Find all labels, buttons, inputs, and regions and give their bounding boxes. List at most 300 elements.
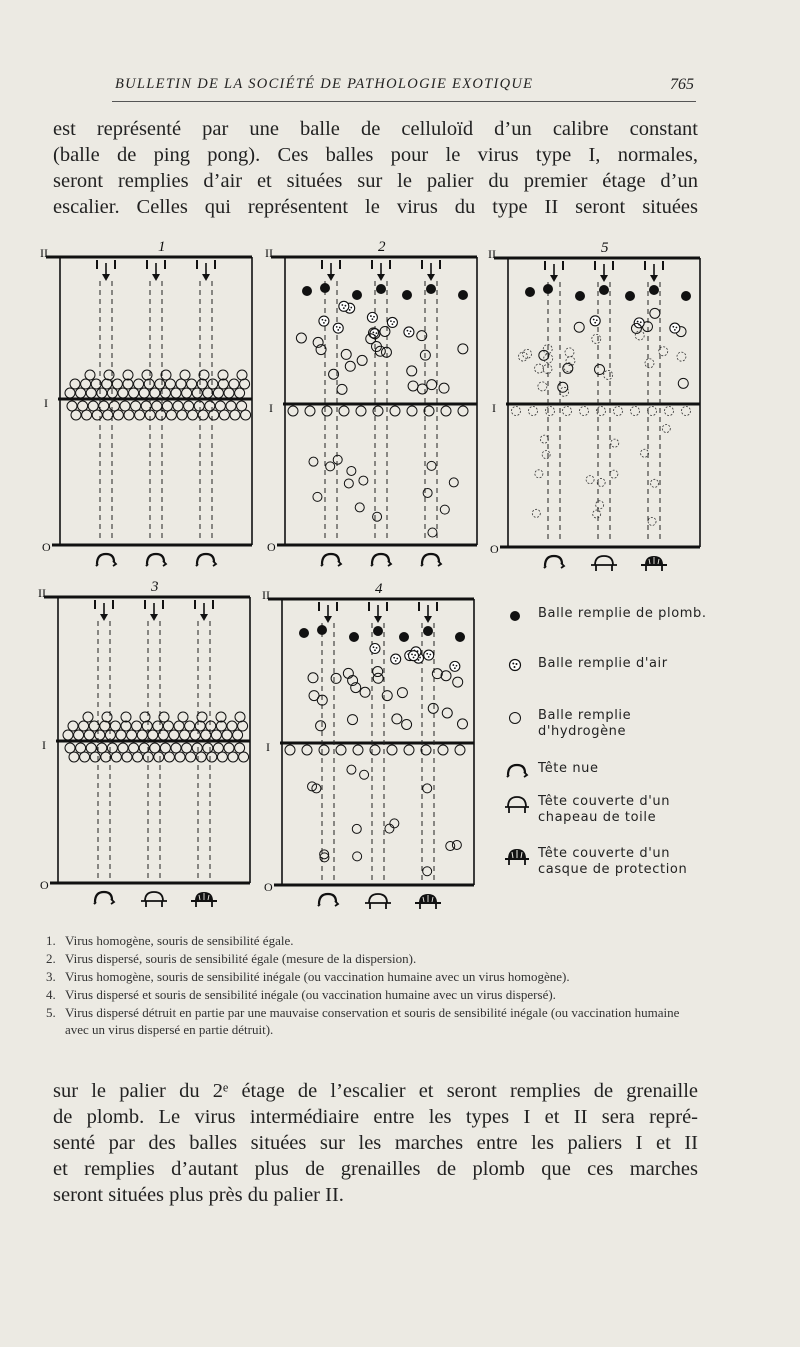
text-line: seront situées plus près du palier II. [53, 1184, 344, 1206]
cloth-hat-icon [141, 892, 167, 907]
air-ball-dot [408, 333, 410, 335]
injection-bracket [145, 600, 163, 609]
hydrogen-ball [155, 379, 165, 389]
hydrogen-ball [373, 512, 382, 521]
cloth-hat-icon [365, 894, 391, 909]
injection-bracket [369, 602, 387, 611]
hydrogen-ball [566, 357, 575, 366]
hydrogen-ball [423, 784, 432, 793]
hydrogen-ball [74, 730, 84, 740]
page-number: 765 [670, 76, 694, 93]
hydrogen-ball [380, 326, 390, 336]
hydrogen-ball [129, 388, 139, 398]
hydrogen-ball [532, 509, 540, 517]
hydrogen-ball [381, 347, 391, 357]
hydrogen-ball [166, 410, 176, 420]
hydrogen-ball [113, 410, 123, 420]
hydrogen-ball [372, 342, 382, 352]
air-ball [405, 651, 415, 661]
injection-bracket [545, 261, 563, 270]
hydrogen-ball [85, 370, 95, 380]
hydrogen-ball [139, 388, 149, 398]
hydrogen-ball [592, 334, 601, 343]
hydrogen-ball [76, 743, 86, 753]
hydrogen-ball [348, 715, 358, 725]
air-ball-dot [349, 309, 351, 311]
hydrogen-ball [331, 673, 341, 683]
hydrogen-ball [440, 505, 449, 514]
hydrogen-ball [665, 407, 674, 416]
panel-number: 5 [601, 240, 609, 256]
lead-ball [349, 632, 359, 642]
hydrogen-ball [604, 370, 613, 379]
hydrogen-ball [319, 745, 329, 755]
hydrogen-ball [428, 528, 437, 537]
floor-label-I: I [492, 401, 496, 415]
injection-bracket [95, 600, 113, 609]
bare-head-icon [544, 556, 564, 568]
hydrogen-ball [79, 721, 89, 731]
hydrogen-ball [353, 745, 363, 755]
top-paragraph [53, 116, 698, 220]
hydrogen-ball [140, 712, 150, 722]
injection-bracket [419, 602, 437, 611]
staircase-panel-1 [40, 239, 252, 566]
hydrogen-ball [382, 691, 392, 701]
hydrogen-ball [217, 752, 227, 762]
hydrogen-ball [174, 721, 184, 731]
hydrogen-ball [563, 407, 572, 416]
hydrogen-ball [432, 669, 442, 679]
hydrogen-ball [648, 407, 657, 416]
hydrogen-ball [123, 370, 133, 380]
floor-label-O: O [40, 878, 49, 892]
hydrogen-ball [224, 743, 234, 753]
air-ball-dot [396, 658, 398, 660]
text-line: est représenté par une balle de celluloïd d’un calibre constant [53, 118, 698, 140]
air-ball-dot [640, 321, 642, 323]
hydrogen-ball [182, 743, 192, 753]
hydrogen-ball [347, 466, 356, 475]
hydrogen-ball [404, 745, 414, 755]
air-ball-dot [373, 316, 375, 318]
bare-head-icon [371, 554, 391, 566]
hydrogen-ball [441, 406, 451, 416]
floor-label-II: II [40, 246, 48, 260]
hydrogen-ball [215, 401, 225, 411]
hydrogen-ball [141, 401, 151, 411]
caption-number: 2. [46, 951, 56, 966]
hydrogen-ball [65, 388, 75, 398]
hydrogen-ball [176, 379, 186, 389]
hydrogen-ball [417, 384, 427, 394]
hydrogen-ball [82, 410, 92, 420]
hydrogen-ball [105, 730, 115, 740]
hydrogen-ball [80, 752, 90, 762]
hydrogen-ball [122, 752, 132, 762]
legend-label: Tête nue [538, 761, 599, 776]
air-ball-dot [322, 319, 324, 321]
hydrogen-ball [118, 743, 128, 753]
hydrogen-ball [326, 462, 335, 471]
air-ball-dot [393, 321, 395, 323]
caption-4 [46, 986, 696, 1003]
hydrogen-ball [89, 721, 99, 731]
hydrogen-ball [375, 346, 385, 356]
air-ball [450, 661, 460, 671]
hydrogen-ball [143, 752, 153, 762]
injection-bracket [595, 261, 613, 270]
air-ball [409, 651, 419, 661]
hydrogen-ball [402, 719, 412, 729]
hydrogen-ball [142, 721, 152, 731]
hydrogen-ball [228, 752, 238, 762]
hydrogen-ball [99, 401, 109, 411]
hydrogen-ball [100, 721, 110, 731]
lead-ball [317, 625, 327, 635]
hydrogen-ball [110, 721, 120, 731]
hydrogen-ball [90, 752, 100, 762]
hydrogen-ball [648, 517, 656, 525]
air-ball-dot [372, 318, 374, 320]
air-ball-dot [428, 656, 430, 658]
hydrogen-ball [320, 850, 329, 859]
air-ball-dot [413, 657, 415, 659]
hydrogen-ball [546, 407, 555, 416]
hydrogen-ball [385, 824, 394, 833]
hydrogen-ball [121, 721, 131, 731]
hydrogen-ball [148, 730, 158, 740]
arrow-head [200, 614, 208, 621]
text-line: et remplies d’autant plus de grenailles de plomb que ces marches [53, 1158, 698, 1180]
hydrogen-ball [614, 407, 623, 416]
caption-5 [46, 1004, 696, 1038]
hydrogen-ball [449, 478, 458, 487]
hydrogen-ball [597, 478, 605, 486]
hydrogen-ball [427, 380, 437, 390]
hydrogen-ball [542, 451, 550, 459]
injection-bracket [195, 600, 213, 609]
arrow-head [327, 274, 335, 281]
air-ball-dot [392, 323, 394, 325]
hydrogen-ball [239, 752, 249, 762]
hydrogen-ball [177, 410, 187, 420]
hydrogen-ball [135, 410, 145, 420]
air-ball-dot [407, 653, 409, 655]
floor-label-I: I [266, 740, 270, 754]
injection-bracket [322, 260, 340, 269]
lead-ball [423, 626, 433, 636]
air-ball-dot [373, 646, 375, 648]
hydrogen-ball [442, 708, 452, 718]
helmet-icon [641, 556, 667, 571]
hydrogen-ball [565, 348, 574, 357]
injection-bracket [645, 261, 663, 270]
air-ball [404, 327, 414, 337]
hydrogen-ball [116, 730, 126, 740]
hydrogen-ball [192, 743, 202, 753]
air-ball [411, 647, 421, 657]
hydrogen-ball [352, 824, 361, 833]
air-ball [367, 312, 377, 322]
hydrogen-ball [226, 401, 236, 411]
injection-bracket [372, 260, 390, 269]
floor-label-O: O [490, 542, 499, 556]
air-ball [590, 316, 600, 326]
hydrogen-ball [320, 853, 329, 862]
arrow-head [550, 275, 558, 282]
air-ball-dot [372, 332, 374, 334]
hydrogen-ball [420, 350, 430, 360]
hydrogen-ball [635, 331, 644, 340]
air-ball [387, 317, 397, 327]
air-ball-dot [414, 654, 416, 656]
air-ball-dot [345, 305, 347, 307]
hydrogen-ball [238, 721, 248, 731]
hydrogen-ball [104, 370, 114, 380]
caption-2 [46, 950, 696, 967]
hydrogen-ball [218, 370, 228, 380]
hydrogen-ball [288, 406, 298, 416]
hydrogen-ball [218, 379, 228, 389]
hydrogen-ball [662, 425, 670, 433]
hydrogen-ball [196, 752, 206, 762]
bare-head-icon [196, 554, 216, 566]
air-ball-dot [676, 327, 678, 329]
hydrogen-ball [171, 388, 181, 398]
panel-number: 1 [158, 239, 166, 255]
hydrogen-ball [392, 714, 402, 724]
hydrogen-ball [163, 721, 173, 731]
helmet-icon [191, 892, 217, 907]
air-ball [333, 323, 343, 333]
hydrogen-ball [76, 388, 86, 398]
hydrogen-ball [123, 379, 133, 389]
hydrogen-ball [645, 359, 654, 368]
air-ball-dot [323, 322, 325, 324]
bare-head-icon [146, 554, 166, 566]
caption-text: Virus dispersé détruit en partie par une mauvaise conservation et souris de sensibilité inégale (ou vaccination humaine avec un virus dispersé en partie détruit). [65, 1005, 680, 1037]
hydrogen-ball [222, 730, 232, 740]
hydrogen-ball [446, 842, 455, 851]
hydrogen-ball [92, 410, 102, 420]
floor-label-I: I [42, 738, 46, 752]
hydrogen-ball [337, 384, 347, 394]
air-ball-dot [376, 332, 378, 334]
air-ball-dot [393, 657, 395, 659]
air-ball-dot [414, 650, 416, 652]
hydrogen-ball [216, 721, 226, 731]
hydrogen-ball [309, 691, 319, 701]
arrow-head [374, 616, 382, 623]
hydrogen-ball [312, 784, 321, 793]
hydrogen-ball [203, 388, 213, 398]
hydrogen-ball [213, 743, 223, 753]
hydrogen-ball [208, 379, 218, 389]
air-ball-dot [452, 664, 454, 666]
hydrogen-ball [192, 388, 202, 398]
floor-label-O: O [264, 880, 273, 894]
panel-number: 4 [375, 581, 383, 597]
hydrogen-ball [124, 410, 134, 420]
hydrogen-ball [158, 730, 168, 740]
hydrogen-ball [209, 410, 219, 420]
hydrogen-ball [91, 379, 101, 389]
hydrogen-ball [344, 479, 353, 488]
hydrogen-ball [345, 361, 355, 371]
hydrogen-ball [348, 676, 358, 686]
hydrogen-ball [427, 461, 436, 470]
hydrogen-ball [165, 379, 175, 389]
hydrogen-ball [103, 410, 113, 420]
hydrogen-ball [366, 334, 376, 344]
caption-number: 3. [46, 969, 56, 984]
hydrogen-ball [373, 667, 383, 677]
air-ball-dot [376, 647, 378, 649]
hydrogen-ball [597, 407, 606, 416]
hydrogen-ball [169, 730, 179, 740]
lead-ball [599, 285, 609, 295]
hydrogen-ball [341, 349, 351, 359]
cloth-hat-icon [505, 794, 533, 822]
caption-1 [46, 932, 696, 949]
hydrogen-ball [70, 379, 80, 389]
caption-number: 1. [46, 933, 56, 948]
hydrogen-ball [574, 322, 584, 332]
hydrogen-ball [107, 743, 117, 753]
hydrogen-ball [397, 688, 407, 698]
hydrogen-ball [390, 406, 400, 416]
air-ball-dot [454, 667, 456, 669]
air-ball-dot [429, 654, 431, 656]
lead-ball [649, 285, 659, 295]
hydrogen-ball [224, 388, 234, 398]
hydrogen-ball [145, 410, 155, 420]
hydrogen-ball [339, 406, 349, 416]
hydrogen-ball [180, 730, 190, 740]
hydrogen-ball [153, 721, 163, 731]
hydrogen-ball [190, 730, 200, 740]
floor-label-O: O [267, 540, 276, 554]
hydrogen-ball [539, 350, 549, 360]
hydrogen-ball [195, 721, 205, 731]
hydrogen-ball [120, 401, 130, 411]
hydrogen-ball [610, 470, 618, 478]
bare-head-icon [321, 554, 341, 566]
hydrogen-ball [316, 721, 326, 731]
hydrogen-ball [329, 369, 339, 379]
hydrogen-ball [65, 743, 75, 753]
hydrogen-ball [156, 410, 166, 420]
hydrogen-ball [88, 401, 98, 411]
air-ball-dot [638, 324, 640, 326]
hydrogen-ball [308, 782, 317, 791]
arrow-head [650, 275, 658, 282]
hydrogen-ball [206, 721, 216, 731]
air-ball [413, 653, 423, 663]
air-ball-dot [418, 659, 420, 661]
hydrogen-ball [63, 730, 73, 740]
arrow-head [600, 275, 608, 282]
hydrogen-ball [162, 401, 172, 411]
legend-label: Balle remplie d'air [538, 656, 668, 671]
hydrogen-ball [540, 435, 548, 443]
hydrogen-ball [595, 365, 605, 375]
hydrogen-ball [112, 379, 122, 389]
hydrogen-ball [360, 770, 369, 779]
text-line: sur le palier du 2ᵉ étage de l’escalier et seront remplies de grenaille [53, 1080, 698, 1102]
air-ball-dot [411, 653, 413, 655]
lead-ball [302, 286, 312, 296]
floor-label-II: II [38, 586, 46, 600]
arrow-head [152, 274, 160, 281]
hydrogen-ball [185, 721, 195, 731]
panel-number: 2 [378, 239, 386, 255]
lead-ball [402, 290, 412, 300]
hydrogen-ball [309, 457, 318, 466]
hydrogen-ball [423, 867, 432, 876]
hydrogen-ball [150, 388, 160, 398]
helmet-icon [505, 846, 533, 874]
lead-ball [625, 291, 635, 301]
floor-label-I: I [269, 401, 273, 415]
hydrogen-ball [535, 364, 544, 373]
text-line: escalier. Celles qui représentent le virus du type II seront situées [53, 196, 698, 218]
hydrogen-ball [360, 687, 370, 697]
hydrogen-ball [216, 712, 226, 722]
injection-bracket [97, 260, 115, 269]
hydrogen-ball [219, 410, 229, 420]
hydrogen-ball [564, 363, 573, 372]
hydrogen-ball [368, 328, 378, 338]
text-line: (balle de ping pong). Ces balles pour le virus type I, normales, [53, 144, 698, 166]
hydrogen-ball [529, 407, 538, 416]
hydrogen-ball [137, 730, 147, 740]
air-ball-dot [337, 329, 339, 331]
hydrogen-ball [538, 382, 547, 391]
hydrogen-ball [302, 745, 312, 755]
caption-text: Virus homogène, souris de sensibilité égale. [65, 933, 294, 948]
hydrogen-ball [408, 381, 418, 391]
hydrogen-ball [543, 364, 552, 373]
air-ball [634, 318, 644, 328]
air-ball-dot [395, 660, 397, 662]
legend-label: Tête couverte d'un casque de protection [538, 846, 688, 877]
injection-bracket [197, 260, 215, 269]
air-ball [370, 643, 380, 653]
hydrogen-ball [78, 401, 88, 411]
hydrogen-ball [235, 743, 245, 753]
hydrogen-ball [373, 673, 383, 683]
air-ball-icon [505, 656, 533, 684]
caption-number: 5. [46, 1005, 56, 1020]
hydrogen-ball [580, 407, 589, 416]
air-ball-dot [410, 330, 412, 332]
hydrogen-ball [160, 388, 170, 398]
hydrogen-ball [83, 712, 93, 722]
hydrogen-ball [458, 344, 468, 354]
hydrogen-ball [67, 401, 77, 411]
hydrogen-ball [150, 743, 160, 753]
hydrogen-ball [109, 401, 119, 411]
lead-ball [320, 283, 330, 293]
air-ball [424, 650, 434, 660]
hydrogen-ball [186, 752, 196, 762]
hydrogen-ball [81, 379, 91, 389]
hydrogen-ball [453, 677, 463, 687]
hydrogen-ball [407, 366, 417, 376]
hydrogen-ball [523, 349, 532, 358]
